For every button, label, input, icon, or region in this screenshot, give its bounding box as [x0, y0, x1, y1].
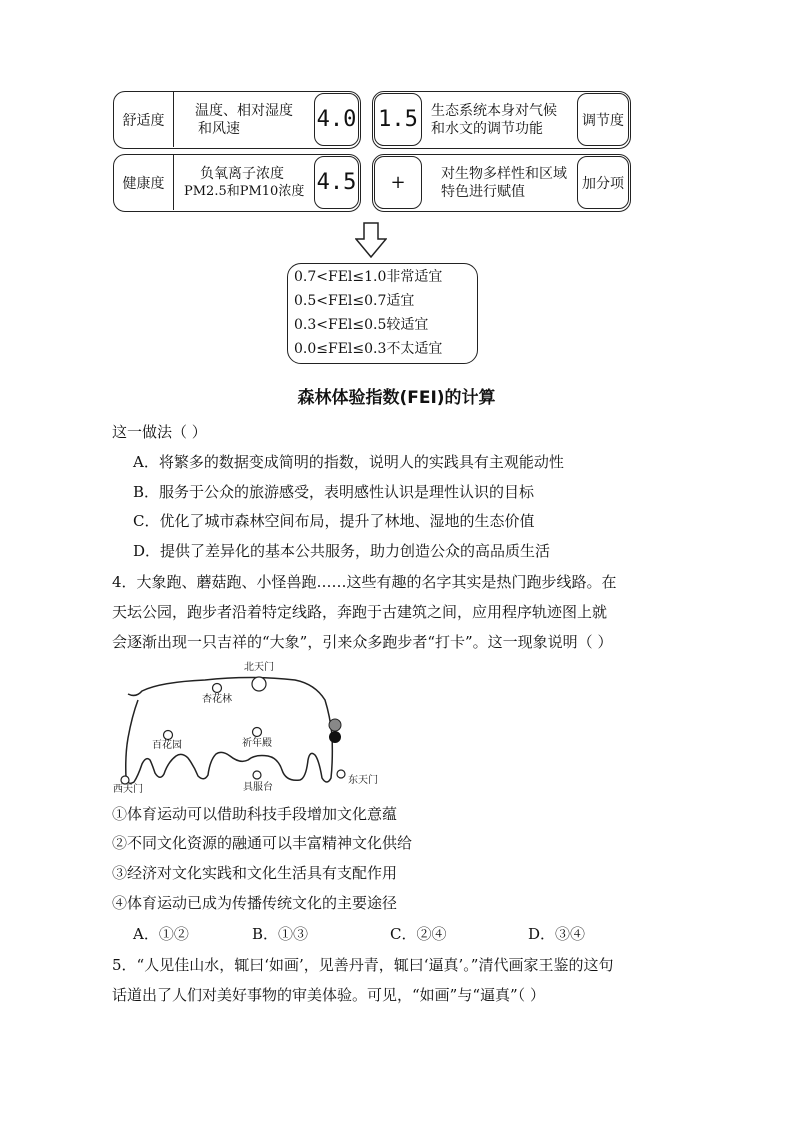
- west-gate-marker: [121, 776, 129, 784]
- apricot-grove-marker: [213, 684, 222, 693]
- map-label-west-gate: 西天门: [113, 784, 143, 795]
- q5-line1: 5．“人见佳山水，辄曰‘如画’，见善丹青，辄曰‘逼真’。”清代画家王鉴的这句: [112, 956, 614, 974]
- start-marker-grey: [329, 719, 341, 731]
- health-desc-line2: PM2.5和PM10浓度: [184, 183, 305, 199]
- map-label-prayer-hall: 祈年殿: [242, 738, 272, 749]
- prayer-hall-marker: [253, 728, 262, 737]
- fei-range-box: [287, 263, 478, 364]
- q4-statement-1: ①体育运动可以借助科技手段增加文化意蕴: [112, 805, 398, 823]
- q4-statement-3: ③经济对文化实践和文化生活具有支配作用: [112, 864, 398, 882]
- bonus-desc-line2: 特色进行赋值: [441, 183, 525, 200]
- altar-marker: [253, 771, 261, 779]
- regulation-label: 调节度: [577, 93, 629, 146]
- comfort-desc-line2: 和风速: [198, 120, 240, 137]
- comfort-desc: [174, 92, 314, 147]
- q4-line3: 会逐渐出现一只吉祥的“大象”，引来众多跑步者“打卡”。这一现象说明（ ）: [112, 633, 613, 651]
- map-label-hundred-flower: 百花园: [152, 740, 182, 751]
- q4-statement-2: ②不同文化资源的融通可以丰富精神文化供给: [112, 834, 413, 852]
- regulation-box: [372, 91, 631, 149]
- q4-choice-d: D．③④: [528, 925, 586, 943]
- health-desc: [174, 155, 314, 210]
- east-gate-marker: [337, 770, 345, 778]
- comfort-desc-line1: 温度、相对湿度: [195, 102, 293, 119]
- fei-range-3: 0.3<FEl≤0.5较适宜: [294, 317, 429, 333]
- comfort-value: 4.0: [314, 93, 359, 146]
- fei-range-2: 0.5<FEl≤0.7适宜: [294, 293, 415, 309]
- bonus-label: 加分项: [577, 156, 629, 209]
- elephant-route-map: [110, 660, 390, 795]
- q4-line2: 天坛公园，跑步者沿着特定线路，奔跑于古建筑之间，应用程序轨迹图上就: [112, 603, 608, 621]
- comfort-label: 舒适度: [114, 92, 174, 147]
- map-label-east-gate: 东天门: [348, 775, 378, 786]
- q3-option-a: A．将繁多的数据变成简明的指数，说明人的实践具有主观能动性: [133, 453, 564, 471]
- hundred-flower-marker: [164, 731, 173, 740]
- health-label: 健康度: [114, 155, 174, 210]
- regulation-value: 1.5: [374, 93, 422, 146]
- health-box: [113, 154, 361, 212]
- regulation-desc-line1: 生态系统本身对气候: [431, 102, 557, 119]
- bonus-value: +: [374, 156, 422, 209]
- health-value: 4.5: [314, 156, 359, 209]
- map-label-north-gate: 北天门: [244, 662, 274, 673]
- bonus-desc: [425, 155, 575, 210]
- q3-option-b: B．服务于公众的旅游感受，表明感性认识是理性认识的目标: [133, 483, 535, 501]
- down-arrow-icon: [355, 222, 387, 258]
- q3-option-d: D．提供了差异化的基本公共服务，助力创造公众的高品质生活: [133, 542, 551, 560]
- q3-option-c: C．优化了城市森林空间布局，提升了林地、湿地的生态价值: [133, 512, 535, 530]
- map-label-apricot-grove: 杏花林: [202, 694, 232, 705]
- bonus-box: [372, 154, 631, 212]
- q5-line2: 话道出了人们对美好事物的审美体验。可见，“如画”与“逼真”（ ）: [112, 986, 545, 1004]
- regulation-desc-line2: 和水文的调节功能: [431, 120, 543, 137]
- regulation-desc: [425, 92, 573, 147]
- q3-stem: 这一做法（ ）: [112, 423, 207, 441]
- q4-choice-c: C．②④: [390, 925, 447, 943]
- q4-statement-4: ④体育运动已成为传播传统文化的主要途径: [112, 894, 398, 912]
- figure-caption: 森林体验指数(FEI)的计算: [297, 388, 496, 408]
- fei-range-1: 0.7<FEl≤1.0非常适宜: [294, 269, 443, 285]
- q4-choice-b: B．①③: [252, 925, 309, 943]
- health-desc-line1: 负氧离子浓度: [200, 165, 284, 182]
- start-marker-black: [329, 731, 341, 743]
- fei-range-4: 0.0≤FEl≤0.3不太适宜: [294, 341, 443, 357]
- bonus-desc-line1: 对生物多样性和区域: [441, 165, 567, 182]
- q4-line1: 4．大象跑、蘑菇跑、小怪兽跑……这些有趣的名字其实是热门跑步线路。在: [112, 573, 617, 591]
- comfort-box: [113, 91, 361, 149]
- map-label-altar: 具服台: [243, 782, 273, 793]
- q4-choice-a: A．①②: [133, 925, 189, 943]
- north-gate-marker: [252, 677, 266, 691]
